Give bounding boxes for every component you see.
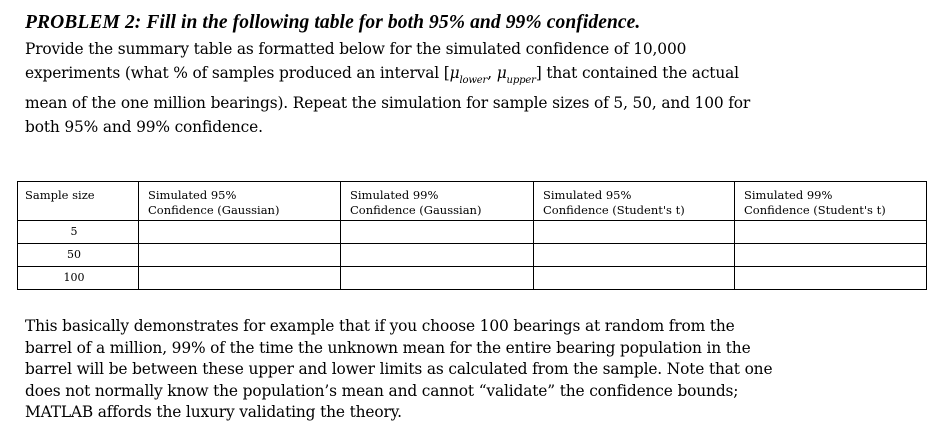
mu-separator: , xyxy=(487,64,492,82)
row-sample-size: 50 xyxy=(18,244,139,267)
intro-line: mean of the one million bearings). Repeat the simulation for sample sizes of 5, 50, and 100 for xyxy=(25,94,751,112)
intro-text-before-interval: experiments (what % of samples produced an interval [ xyxy=(25,64,450,82)
intro-line: both 95% and 99% confidence. xyxy=(25,118,263,136)
table-row xyxy=(18,267,927,290)
header-line: Confidence (Gaussian) xyxy=(350,203,482,217)
header-sim99-student xyxy=(735,182,927,221)
header-sample-size xyxy=(18,182,139,221)
outro-paragraph xyxy=(25,316,935,424)
header-sim95-gaussian xyxy=(139,182,341,221)
table-cell xyxy=(735,244,927,267)
mu-lower-symbol: μ xyxy=(449,64,460,82)
mu-upper-symbol: μ xyxy=(496,64,507,82)
intro-line: Provide the summary table as formatted below for the simulated confidence of 10,000 xyxy=(25,40,687,58)
header-line: Confidence (Student's t) xyxy=(543,203,685,217)
header-sim95-student xyxy=(534,182,735,221)
problem-title: PROBLEM 2: Fill in the following table for both 95% and 99% confidence. xyxy=(25,12,641,33)
header-line: Confidence (Student's t) xyxy=(744,203,886,217)
outro-line: does not normally know the population’s mean and cannot “validate” the confidence bounds; xyxy=(25,381,739,400)
outro-line: barrel will be between these upper and lower limits as calculated from the sample. Note that one xyxy=(25,360,773,378)
table-cell xyxy=(534,244,735,267)
table-row xyxy=(18,221,927,244)
outro-line: barrel of a million, 99% of the time the unknown mean for the entire bearing population in the xyxy=(25,338,751,357)
table-cell xyxy=(534,267,735,290)
intro-paragraph xyxy=(25,37,925,139)
summary-table xyxy=(17,181,927,290)
intro-line-interval xyxy=(25,61,925,91)
header-line: Simulated 99% xyxy=(744,188,833,202)
table-cell xyxy=(341,267,534,290)
header-line: Sample size xyxy=(25,188,95,202)
table-cell xyxy=(139,267,341,290)
table-cell xyxy=(139,244,341,267)
table-row xyxy=(18,244,927,267)
intro-text-after-interval: ] that contained the actual xyxy=(535,64,739,82)
header-line: Confidence (Gaussian) xyxy=(148,203,280,217)
outro-line: MATLAB affords the luxury validating the theory. xyxy=(25,403,402,421)
mu-lower-subscript: lower xyxy=(459,75,488,86)
table-cell xyxy=(735,267,927,290)
header-sim99-gaussian xyxy=(341,182,534,221)
table-cell xyxy=(735,221,927,244)
header-line: Simulated 95% xyxy=(543,188,632,202)
header-line: Simulated 99% xyxy=(350,188,439,202)
table-cell xyxy=(341,221,534,244)
header-line: Simulated 95% xyxy=(148,188,237,202)
table-cell xyxy=(534,221,735,244)
table-header-row xyxy=(18,182,927,221)
table-cell xyxy=(341,244,534,267)
table-cell xyxy=(139,221,341,244)
row-sample-size: 100 xyxy=(18,267,139,290)
outro-line: This basically demonstrates for example that if you choose 100 bearings at random from the xyxy=(25,317,735,335)
mu-upper-subscript: upper xyxy=(506,75,536,86)
row-sample-size: 5 xyxy=(18,221,139,244)
